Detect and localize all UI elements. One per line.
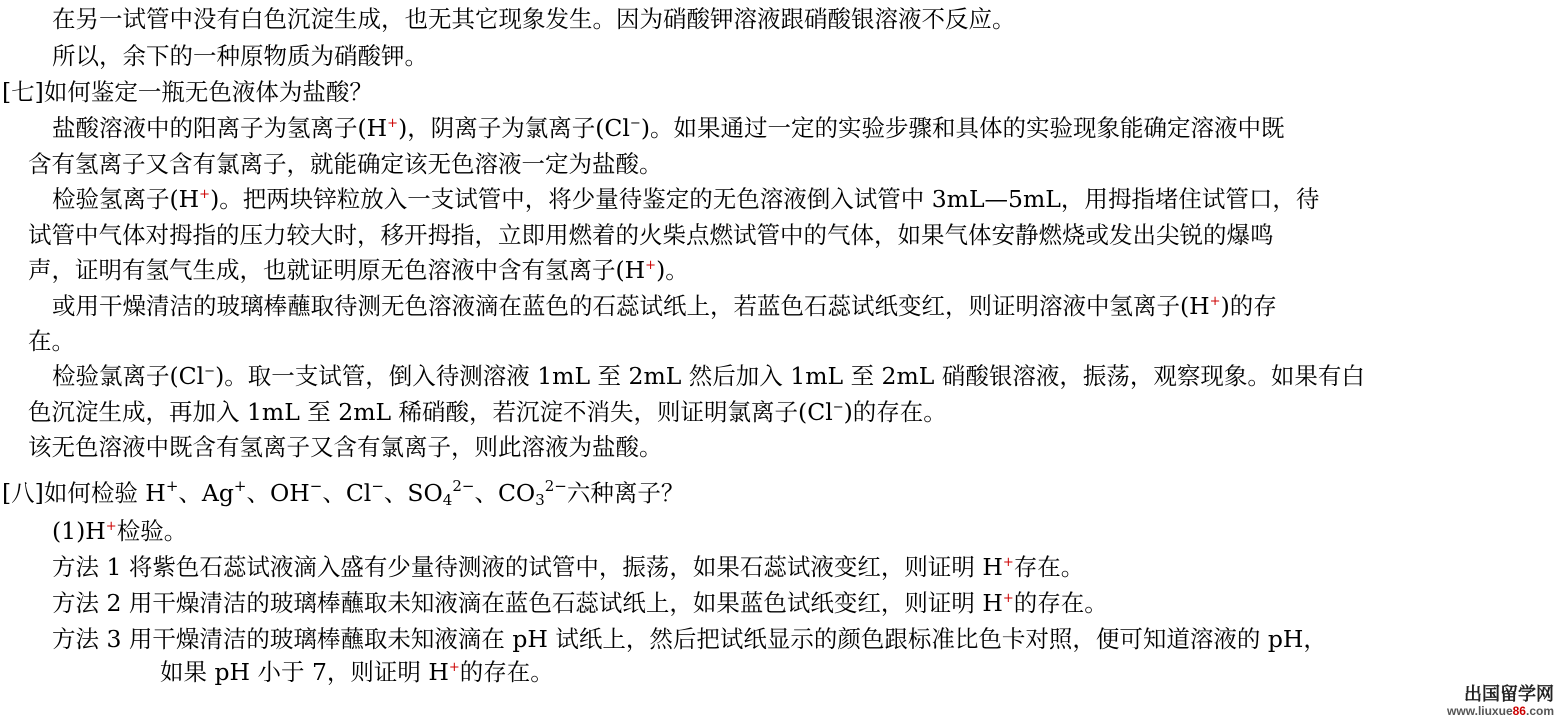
superscript-two-minus: 2− xyxy=(452,477,475,495)
text-run: 或用干燥清洁的玻璃棒蘸取待测无色溶液滴在蓝色的石蕊试纸上，若蓝色石蕊试纸变红，则证明溶液中氢离子(H xyxy=(52,292,1210,320)
superscript-plus: + xyxy=(105,519,117,534)
text-run: 检验。 xyxy=(116,517,188,545)
heading-text: [七]如何鉴定一瓶无色液体为盐酸？ xyxy=(2,78,373,106)
paragraph-line xyxy=(28,253,689,287)
text-run: 色沉淀生成，再加入 1mL 至 2mL 稀硝酸，若沉淀不消失，则证明氯离子(Cl xyxy=(28,398,833,426)
method-line-3-continued xyxy=(160,655,554,689)
heading-text: 、SO xyxy=(383,479,443,507)
superscript-plus: + xyxy=(165,477,179,495)
superscript-plus: + xyxy=(1002,591,1014,606)
text-run: 存在。 xyxy=(1013,553,1085,581)
superscript-minus: − xyxy=(309,477,323,495)
text-run: 试管中气体对拇指的压力较大时，移开拇指，立即用燃着的火柴点燃试管中的气体，如果气体安静燃烧或发出尖锐的爆鸣 xyxy=(28,221,1274,249)
paragraph-line xyxy=(52,359,1365,393)
text-run: )的存 xyxy=(1220,292,1277,320)
paragraph-line xyxy=(28,147,663,181)
heading-text: 、OH xyxy=(246,479,310,507)
superscript-plus: + xyxy=(448,660,460,675)
text-run: )。 xyxy=(656,256,689,284)
superscript-minus: − xyxy=(204,364,216,379)
subscript-four: 4 xyxy=(442,491,453,509)
superscript-plus: + xyxy=(1002,555,1014,570)
superscript-plus: + xyxy=(233,477,247,495)
text-run: )的存在。 xyxy=(843,398,947,426)
paragraph-line xyxy=(52,289,1277,323)
method-line-3 xyxy=(52,622,1327,656)
text-run: (1)H xyxy=(52,517,106,545)
text-run: )，阴离子为氯离子(Cl xyxy=(398,114,630,142)
heading-text: 、Ag xyxy=(178,479,234,507)
text-run: 如果 pH 小于 7，则证明 H xyxy=(160,658,449,686)
text-run: 含有氢离子又含有氯离子，就能确定该无色溶液一定为盐酸。 xyxy=(28,150,663,178)
watermark-url xyxy=(1447,704,1554,718)
superscript-two-minus: 2− xyxy=(544,477,567,495)
paragraph-line xyxy=(52,182,1319,216)
text-run: 声，证明有氢气生成，也就证明原无色溶液中含有氢离子(H xyxy=(28,256,646,284)
text-run: 在另一试管中没有白色沉淀生成，也无其它现象发生。因为硝酸钾溶液跟硝酸银溶液不反应。 xyxy=(52,5,1016,33)
superscript-minus: − xyxy=(629,116,641,131)
watermark-url-suffix: .com xyxy=(1525,704,1554,718)
paragraph-line xyxy=(28,218,1274,252)
text-run: 的存在。 xyxy=(459,658,554,686)
superscript-plus: + xyxy=(645,258,657,273)
superscript-minus: − xyxy=(832,400,844,415)
text-run: )。如果通过一定的实验步骤和具体的实验现象能确定溶液中既 xyxy=(640,114,1285,142)
text-run: 检验氢离子(H xyxy=(52,185,200,213)
text-run: 盐酸溶液中的阳离子为氢离子(H xyxy=(52,114,388,142)
watermark-url-prefix: www.liuxue xyxy=(1447,704,1513,718)
text-run: 的存在。 xyxy=(1013,589,1108,617)
paragraph-line xyxy=(52,39,428,73)
text-run: 该无色溶液中既含有氢离子又含有氯离子，则此溶液为盐酸。 xyxy=(28,433,663,461)
heading-text: 六种离子？ xyxy=(566,479,685,507)
superscript-plus: + xyxy=(199,187,211,202)
method-line-2 xyxy=(52,586,1108,620)
text-run: 方法 2 用干燥清洁的玻璃棒蘸取未知液滴在蓝色石蕊试纸上，如果蓝色试纸变红，则证明 H xyxy=(52,589,1003,617)
paragraph-line xyxy=(28,395,947,429)
superscript-minus: − xyxy=(371,477,384,495)
superscript-plus: + xyxy=(1209,294,1221,309)
text-run: )。取一支试管，倒入待测溶液 1mL 至 2mL 然后加入 1mL 至 2mL 硝酸银溶液，振荡，观察现象。如果有白 xyxy=(215,362,1365,390)
text-run: 在。 xyxy=(28,327,75,355)
superscript-plus: + xyxy=(387,116,399,131)
watermark-title: 出国留学网 xyxy=(1464,684,1554,705)
text-run: 方法 1 将紫色石蕊试液滴入盛有少量待测液的试管中，振荡，如果石蕊试液变红，则证明 H xyxy=(52,553,1003,581)
heading-text: [八]如何检验 H xyxy=(2,479,166,507)
paragraph-line xyxy=(52,111,1285,145)
text-run: )。把两块锌粒放入一支试管中，将少量待鉴定的无色溶液倒入试管中 3mL—5mL，用拇指堵住试管口，待 xyxy=(210,185,1320,213)
paragraph-line xyxy=(52,2,1016,36)
text-run: 方法 3 用干燥清洁的玻璃棒蘸取未知液滴在 pH 试纸上，然后把试纸显示的颜色跟标准比色卡对照，便可知道溶液的 pH， xyxy=(52,625,1327,653)
method-line-1 xyxy=(52,550,1084,584)
paragraph-line xyxy=(28,324,75,358)
subscript-three: 3 xyxy=(535,491,545,509)
heading-text: 、CO xyxy=(474,479,536,507)
section-heading-7 xyxy=(2,75,373,109)
subheading-line xyxy=(52,514,187,548)
heading-text: 、Cl xyxy=(322,479,372,507)
text-run: 所以，余下的一种原物质为硝酸钾。 xyxy=(52,42,428,70)
section-heading-8 xyxy=(2,476,684,510)
watermark-url-number: 86 xyxy=(1512,704,1526,718)
site-watermark-logo xyxy=(1424,680,1554,720)
paragraph-line xyxy=(28,430,663,464)
text-run: 检验氯离子(Cl xyxy=(52,362,205,390)
